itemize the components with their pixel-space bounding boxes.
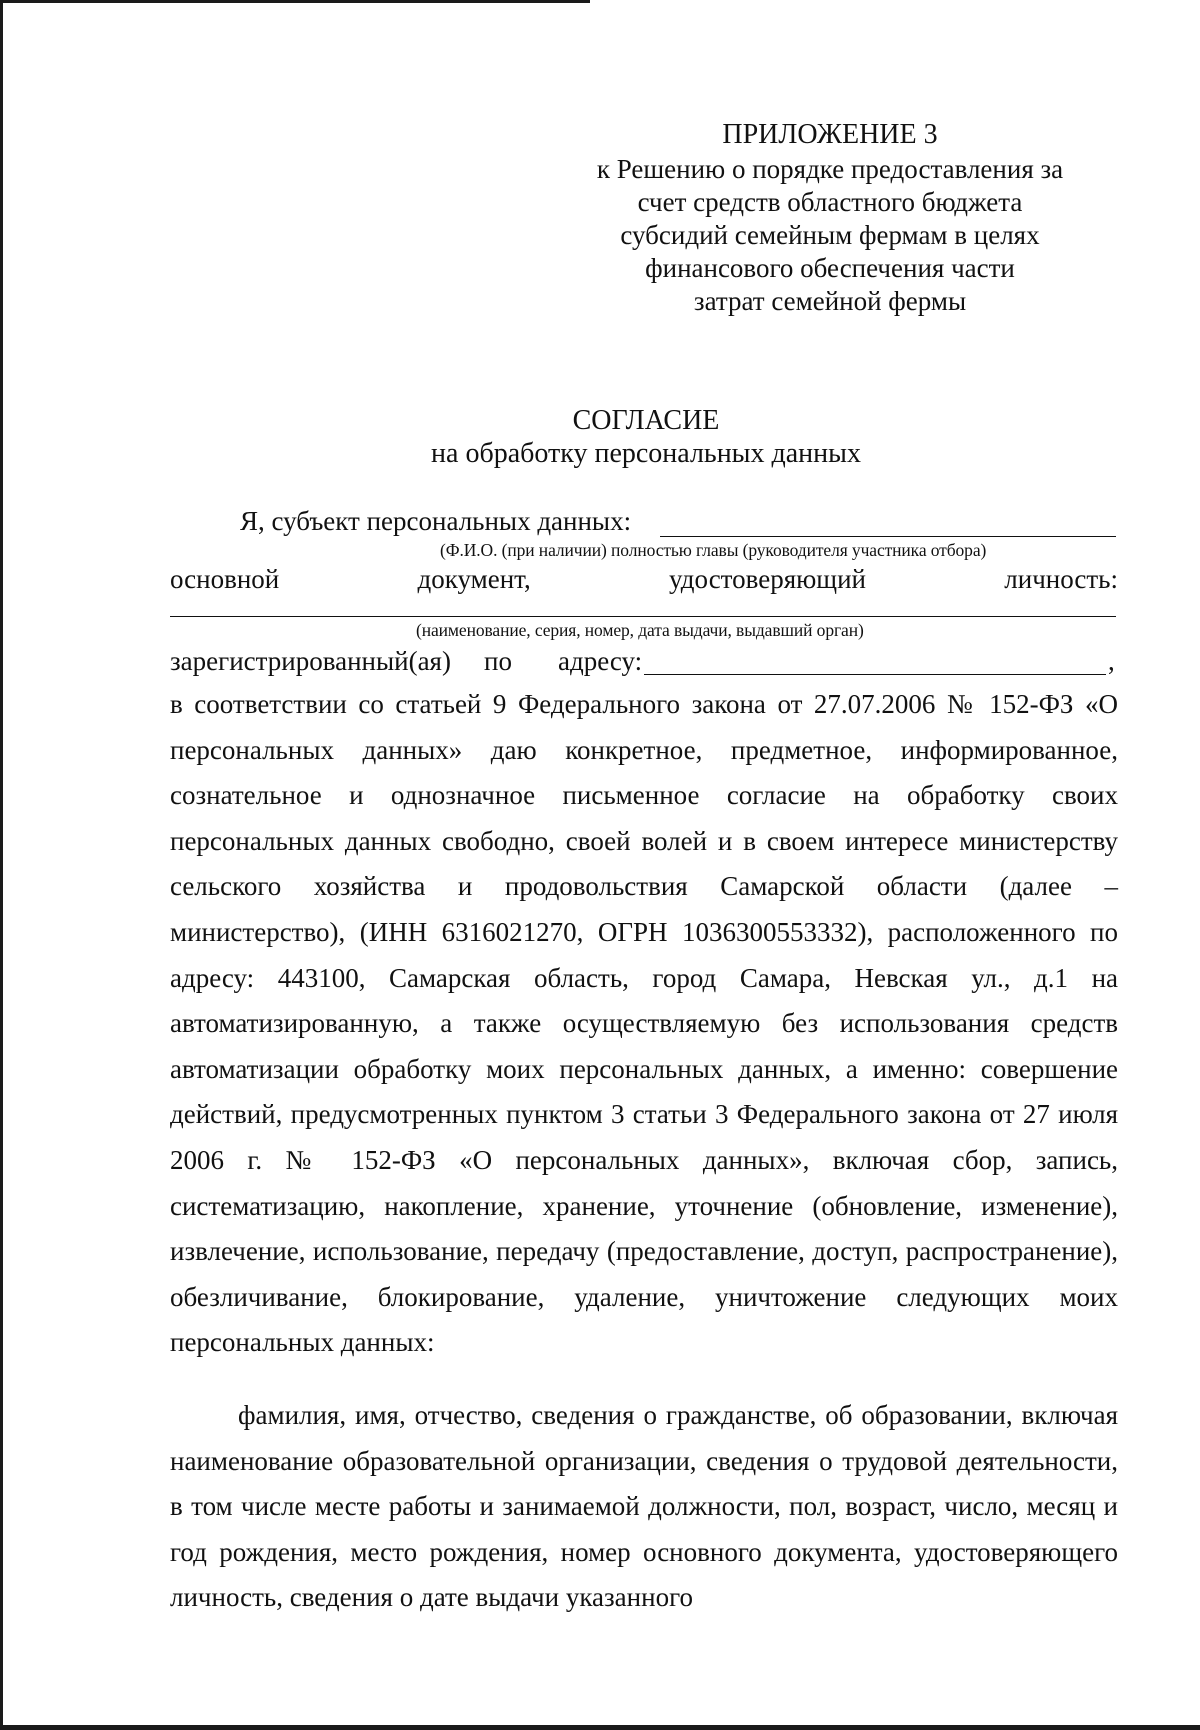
id-doc-word-1: основной bbox=[170, 564, 280, 594]
appendix-line-4: финансового обеспечения части bbox=[645, 253, 1015, 283]
appendix-line-3: субсидий семейным фермам в целях bbox=[620, 220, 1040, 250]
address-row bbox=[170, 646, 1118, 680]
id-doc-word-2: документ, bbox=[417, 564, 531, 594]
scan-edge-top bbox=[0, 0, 590, 3]
document-title-block bbox=[0, 404, 1200, 470]
appendix-line-1: к Решению о порядке предоставления за bbox=[596, 154, 1064, 184]
appendix-line-5: затрат семейной фермы bbox=[693, 286, 967, 316]
document-subtitle: на обработку персональных данных bbox=[431, 438, 861, 469]
id-document-field[interactable] bbox=[170, 592, 1116, 617]
appendix-header bbox=[570, 118, 1090, 318]
scan-edge-bottom bbox=[0, 1725, 1200, 1730]
subject-caption: (Ф.И.О. (при наличии) полностью главы (руководителя участника отбора) bbox=[440, 540, 987, 560]
address-end-comma: , bbox=[1108, 646, 1115, 676]
address-word-1: зарегистрированный(ая) bbox=[170, 646, 451, 676]
scan-edge-left bbox=[0, 0, 3, 1730]
id-doc-word-4: личность: bbox=[1004, 564, 1118, 594]
consent-paragraph: в соответствии со статьей 9 Федерального закона от 27.07.2006 № 152-ФЗ «О персональных данных» даю конкретное, предметное, информированное, сознательное и однозначное письменное согласие на обработку своих персональных данных свободно, своей волей и в своем интересе министерству сельского хозяйства и продовольствия Самарской области (далее – министерство), (ИНН 6316021270, ОГРН 1036300553332), расположенного по адресу: 443100, Самарская область, город Самара, Невская ул., д.1 на автоматизированную, а также осуществляемую без использования средств автоматизации обработку моих персональных данных, а именно: совершение действий, предусмотренных пунктом 3 статьи 3 Федерального закона от 27 июля 2006 г. № 152-ФЗ «О персональных данных», включая сбор, запись, систематизацию, накопление, хранение, уточнение (обновление, изменение), извлечение, использование, передачу (предоставление, доступ, распространение), обезличивание, блокирование, удаление, уничтожение следующих моих персональных данных: bbox=[170, 689, 1118, 1358]
id-document-caption: (наименование, серия, номер, дата выдачи, выдавший орган) bbox=[416, 620, 864, 640]
subject-row bbox=[170, 506, 1118, 540]
subject-name-field[interactable] bbox=[660, 512, 1116, 537]
id-doc-word-3: удостоверяющий bbox=[668, 564, 866, 594]
address-word-3: адресу: bbox=[558, 646, 643, 676]
document-title: СОГЛАСИЕ bbox=[572, 405, 720, 436]
address-field[interactable] bbox=[644, 650, 1106, 675]
address-word-2: по bbox=[484, 646, 512, 676]
data-list-paragraph: фамилия, имя, отчество, сведения о гражданстве, об образовании, включая наименование образовательной организации, сведения о трудовой деятельности, в том числе месте работы и занимаемой должности, пол, возраст, число, месяц и год рождения, место рождения, номер основного документа, удостоверяющего личность, сведения о дате выдачи указанного bbox=[170, 1400, 1118, 1613]
appendix-title: ПРИЛОЖЕНИЕ 3 bbox=[722, 119, 938, 150]
appendix-line-2: счет средств областного бюджета bbox=[637, 187, 1023, 217]
subject-label: Я, субъект персональных данных: bbox=[240, 506, 632, 536]
